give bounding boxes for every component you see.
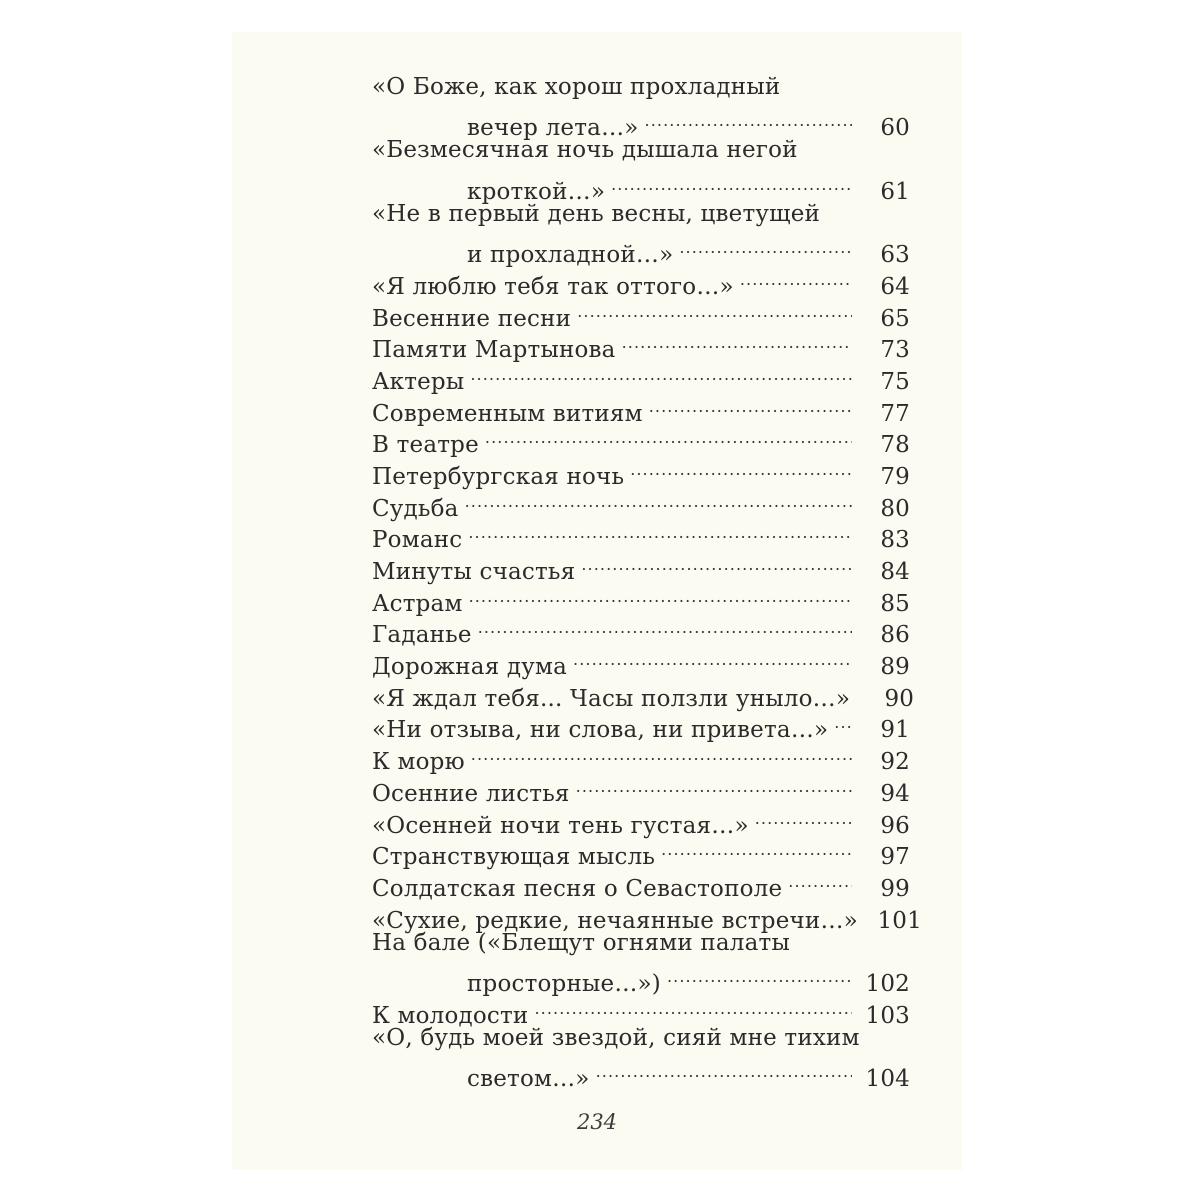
toc-entry-page-number: 96 [880, 812, 910, 839]
toc-entry-page-number: 78 [880, 432, 910, 459]
toc-entry-title: «Я люблю тебя так оттого…» [372, 273, 734, 300]
toc-entry-line [372, 167, 910, 205]
toc-entry-title: Осенние листья [372, 780, 570, 807]
dot-leader [667, 959, 852, 991]
dot-leader [649, 389, 852, 421]
toc-entry-page-number: 103 [865, 1002, 910, 1029]
toc-entry-page-number: 101 [877, 907, 922, 934]
dot-leader [834, 706, 852, 738]
toc-entry-title: Астрам [372, 590, 463, 617]
toc-entry-title: Петербургская ночь [372, 463, 625, 490]
dot-leader [740, 262, 852, 294]
toc-entry-line [372, 1054, 910, 1092]
toc-entry-page-number: 102 [865, 970, 910, 997]
dot-leader [755, 801, 852, 833]
toc-entry-line [372, 674, 915, 712]
dot-leader [534, 991, 852, 1023]
dot-leader [596, 1054, 852, 1086]
toc-entry-page-number: 86 [880, 622, 910, 649]
dot-leader [469, 579, 852, 611]
toc-entry-page-number: 80 [880, 495, 910, 522]
toc-entry-title: Романс [372, 527, 463, 554]
page-number: 234 [576, 1110, 618, 1134]
toc-entry-page-number: 91 [880, 717, 910, 744]
toc-entry-line [372, 262, 910, 300]
toc-entry-title: кроткой…» [467, 178, 606, 205]
toc-entry-line [372, 706, 910, 744]
toc-entry-title: вечер лета…» [467, 115, 639, 142]
dot-leader [581, 547, 852, 579]
toc-entry-title: К молодости [372, 1002, 529, 1029]
toc-entry-line [372, 104, 910, 142]
toc-entry-line [372, 484, 910, 522]
toc-entry-title: Памяти Мартынова [372, 337, 616, 364]
toc-entry-line [372, 516, 910, 554]
dot-leader [661, 833, 852, 865]
toc-entry-line [372, 357, 910, 395]
toc-entry-line [372, 959, 910, 997]
toc-entry-title: Гаданье [372, 622, 472, 649]
toc-entry-line [372, 864, 910, 902]
toc-entry-line [372, 991, 910, 1029]
toc-entry-page-number: 94 [880, 780, 910, 807]
toc-entry-page-number: 85 [880, 590, 910, 617]
toc-entry-line [372, 294, 910, 332]
toc-entry-page-number: 92 [880, 749, 910, 776]
toc-entry-title-first-line: На бале («Блещут огнями палаты [372, 929, 790, 956]
toc-entry-line [372, 833, 910, 871]
toc-entry-line [372, 389, 910, 427]
dot-leader [630, 452, 852, 484]
toc-entry-page-number: 99 [880, 875, 910, 902]
toc-entry-title: Современным витиям [372, 400, 643, 427]
toc-entry-page-number: 83 [880, 527, 910, 554]
dot-leader [611, 167, 852, 199]
toc-entry-line [372, 642, 910, 681]
toc-entry-title: Актеры [372, 368, 465, 395]
toc-entry-page-number: 84 [880, 559, 910, 585]
toc-entry-page-number: 73 [880, 337, 910, 364]
dot-leader [465, 484, 852, 516]
dot-leader [471, 737, 852, 769]
toc-entry-title-first-line: «О, будь моей звездой, сияй мне тихим [372, 1024, 860, 1051]
toc-entry-title: К морю [372, 749, 465, 776]
toc-entry-line [372, 230, 910, 269]
dot-leader [468, 516, 852, 548]
toc-entry-title: и прохладной…» [467, 242, 674, 269]
dot-leader [788, 864, 852, 896]
toc-entry-title-first-line: «Безмесячная ночь дышала негой [372, 137, 798, 164]
toc-entry-line [372, 452, 910, 490]
toc-entry-page-number: 64 [880, 273, 910, 300]
book-page [232, 32, 962, 1170]
toc-entry-line [372, 547, 910, 585]
toc-entry-title: Весенние песни [372, 305, 572, 332]
toc-entry-page-number: 90 [884, 685, 915, 712]
toc-entry-title: Дорожная дума [372, 654, 568, 681]
toc-entry-title: В театре [372, 432, 479, 459]
toc-entry-line [372, 611, 910, 649]
toc-entry-title-first-line: «Не в первый день весны, цветущей [372, 200, 821, 227]
dot-leader [679, 230, 852, 262]
toc-entry-page-number: 97 [880, 844, 910, 871]
toc-entry-title: «Я ждал тебя... Часы ползли уныло…» [372, 685, 851, 712]
toc-entry-title-first-line: «О Боже, как хорош прохладный [372, 74, 781, 100]
toc-entry-title: Странствующая мысль [372, 844, 656, 871]
toc-entry-page-number: 65 [880, 305, 910, 332]
toc-entry-line [372, 421, 910, 459]
dot-leader [576, 769, 852, 801]
dot-leader [470, 357, 852, 389]
toc-entry-page-number: 79 [880, 463, 910, 490]
toc-entry-line [372, 737, 910, 776]
toc-entry-line [372, 326, 910, 364]
toc-entry-page-number: 63 [880, 242, 910, 269]
toc-entry-page-number: 89 [880, 654, 910, 681]
toc-entry-title: просторные…») [467, 970, 661, 997]
toc-entry-line [372, 769, 910, 807]
table-of-contents [372, 72, 922, 1092]
toc-entry-line [372, 896, 922, 934]
toc-entry-page-number: 75 [880, 368, 910, 395]
toc-entry-title: «Осенней ночи тень густая…» [372, 812, 749, 839]
toc-entry-title: «Ни отзыва, ни слова, ни привета…» [372, 717, 829, 744]
dot-leader [577, 294, 852, 326]
toc-entry-title: Минуты счастья [372, 559, 576, 585]
toc-entry-page-number: 60 [880, 115, 910, 142]
dot-leader [485, 421, 852, 453]
dot-leader [622, 326, 852, 358]
toc-entry-title: светом…» [467, 1066, 590, 1092]
toc-entry-title: Судьба [372, 495, 459, 522]
dot-leader [645, 104, 852, 136]
toc-entry-page-number: 104 [865, 1066, 910, 1092]
toc-entry-line [372, 579, 910, 617]
toc-entry-title: «Сухие, редкие, нечаянные встречи…» [372, 907, 858, 934]
dot-leader [573, 642, 852, 674]
toc-entry-title: Солдатская песня о Севастополе [372, 875, 783, 902]
toc-entry-page-number: 61 [880, 178, 910, 205]
toc-entry-line [372, 801, 910, 839]
dot-leader [478, 611, 852, 643]
toc-entry-page-number: 77 [880, 400, 910, 427]
